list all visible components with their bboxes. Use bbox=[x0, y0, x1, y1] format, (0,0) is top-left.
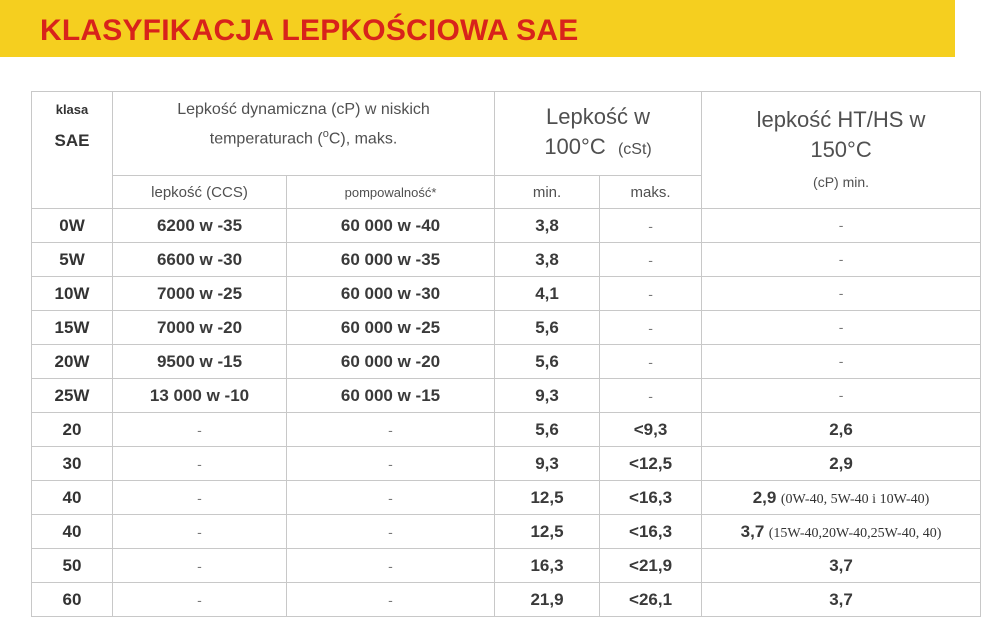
cell-pumpability: 60 000 w -35 bbox=[287, 243, 495, 277]
cell-pumpability: 60 000 w -15 bbox=[287, 379, 495, 413]
table-row bbox=[32, 277, 981, 311]
header-row-1 bbox=[32, 92, 981, 176]
hths-value: 2,6 bbox=[829, 419, 853, 439]
cell-sae-class: 25W bbox=[32, 379, 113, 413]
cell-kin-min: 4,1 bbox=[495, 277, 600, 311]
cell-sae-class: 60 bbox=[32, 583, 113, 617]
cell-pumpability: 60 000 w -25 bbox=[287, 311, 495, 345]
cell-sae-class: 30 bbox=[32, 447, 113, 481]
header-ht-line2: 150°C bbox=[810, 137, 872, 162]
cell-kin-max: <9,3 bbox=[600, 413, 702, 447]
cell-sae-class: 50 bbox=[32, 549, 113, 583]
table-row bbox=[32, 379, 981, 413]
cell-hths bbox=[702, 447, 981, 481]
header-dynamic-line1: Lepkość dynamiczna (cP) w niskich bbox=[177, 101, 430, 118]
header-kinematic-viscosity bbox=[495, 92, 702, 176]
cell-hths bbox=[702, 481, 981, 515]
cell-kin-min: 9,3 bbox=[495, 447, 600, 481]
cell-sae-class: 20 bbox=[32, 413, 113, 447]
subheader-min: min. bbox=[495, 176, 600, 209]
hths-value: - bbox=[838, 352, 844, 369]
cell-ccs: 7000 w -20 bbox=[113, 311, 287, 345]
hths-value: 3,7 bbox=[829, 589, 853, 609]
cell-ccs: 6200 w -35 bbox=[113, 209, 287, 243]
cell-kin-min: 12,5 bbox=[495, 481, 600, 515]
cell-kin-max: - bbox=[600, 243, 702, 277]
cell-kin-min: 3,8 bbox=[495, 209, 600, 243]
hths-value: - bbox=[838, 284, 844, 301]
cell-ccs: - bbox=[113, 413, 287, 447]
cell-sae-class: 40 bbox=[32, 515, 113, 549]
cell-kin-max: - bbox=[600, 345, 702, 379]
cell-sae-class: 40 bbox=[32, 481, 113, 515]
cell-kin-max: <21,9 bbox=[600, 549, 702, 583]
sae-viscosity-table bbox=[31, 91, 981, 617]
cell-sae-class: 20W bbox=[32, 345, 113, 379]
hths-value: - bbox=[838, 318, 844, 335]
cell-kin-max: - bbox=[600, 277, 702, 311]
table-row bbox=[32, 311, 981, 345]
cell-ccs: - bbox=[113, 515, 287, 549]
cell-hths bbox=[702, 277, 981, 311]
cell-sae-class: 0W bbox=[32, 209, 113, 243]
cell-pumpability: - bbox=[287, 447, 495, 481]
cell-kin-min: 3,8 bbox=[495, 243, 600, 277]
cell-pumpability: 60 000 w -40 bbox=[287, 209, 495, 243]
cell-kin-max: - bbox=[600, 209, 702, 243]
cell-pumpability: - bbox=[287, 515, 495, 549]
header-degree-sup: o bbox=[322, 128, 329, 140]
cell-kin-max: <16,3 bbox=[600, 481, 702, 515]
cell-pumpability: 60 000 w -30 bbox=[287, 277, 495, 311]
header-hths-viscosity bbox=[702, 92, 981, 209]
cell-hths bbox=[702, 583, 981, 617]
cell-hths bbox=[702, 345, 981, 379]
cell-kin-max: <16,3 bbox=[600, 515, 702, 549]
header-kin-line2: 100°C bbox=[544, 134, 606, 159]
hths-value: 3,7 bbox=[740, 521, 765, 541]
table-row bbox=[32, 481, 981, 515]
cell-hths bbox=[702, 515, 981, 549]
cell-sae-class: 5W bbox=[32, 243, 113, 277]
header-kin-unit: (cSt) bbox=[617, 141, 652, 158]
header-dynamic-line2b: C), maks. bbox=[328, 130, 398, 148]
header-sae-label: SAE bbox=[54, 131, 90, 150]
header-dynamic-viscosity bbox=[113, 92, 495, 176]
table-row bbox=[32, 345, 981, 379]
subheader-pumpability: pompowalność* bbox=[287, 176, 495, 209]
cell-hths bbox=[702, 209, 981, 243]
header-ht-line1: lepkość HT/HS w bbox=[756, 107, 926, 132]
hths-value: - bbox=[838, 386, 844, 403]
hths-value: - bbox=[838, 250, 844, 267]
cell-kin-min: 21,9 bbox=[495, 583, 600, 617]
cell-hths bbox=[702, 243, 981, 277]
hths-value: - bbox=[838, 216, 844, 233]
cell-kin-min: 12,5 bbox=[495, 515, 600, 549]
table-row bbox=[32, 549, 981, 583]
hths-note: (0W-40, 5W-40 i 10W-40) bbox=[780, 491, 930, 507]
cell-kin-max: <26,1 bbox=[600, 583, 702, 617]
cell-sae-class: 10W bbox=[32, 277, 113, 311]
cell-pumpability: - bbox=[287, 413, 495, 447]
cell-hths bbox=[702, 311, 981, 345]
table-row bbox=[32, 243, 981, 277]
cell-sae-class: 15W bbox=[32, 311, 113, 345]
cell-pumpability: - bbox=[287, 481, 495, 515]
header-ht-unit: (cP) min. bbox=[813, 174, 870, 190]
cell-kin-min: 5,6 bbox=[495, 311, 600, 345]
cell-kin-max: - bbox=[600, 379, 702, 413]
page-title: KLASYFIKACJA LEPKOŚCIOWA SAE bbox=[40, 14, 579, 47]
table-row bbox=[32, 447, 981, 481]
cell-kin-min: 5,6 bbox=[495, 345, 600, 379]
cell-ccs: - bbox=[113, 549, 287, 583]
table-row bbox=[32, 583, 981, 617]
cell-kin-min: 16,3 bbox=[495, 549, 600, 583]
subheader-ccs: lepkość (CCS) bbox=[113, 176, 287, 209]
cell-kin-min: 5,6 bbox=[495, 413, 600, 447]
cell-pumpability: - bbox=[287, 549, 495, 583]
cell-ccs: - bbox=[113, 447, 287, 481]
header-kin-line1: Lepkość w bbox=[546, 104, 650, 129]
cell-pumpability: - bbox=[287, 583, 495, 617]
subheader-max: maks. bbox=[600, 176, 702, 209]
title-banner bbox=[0, 0, 955, 57]
cell-kin-min: 9,3 bbox=[495, 379, 600, 413]
header-sae-class bbox=[32, 92, 113, 209]
cell-hths bbox=[702, 379, 981, 413]
table-row bbox=[32, 515, 981, 549]
cell-hths bbox=[702, 413, 981, 447]
cell-ccs: 6600 w -30 bbox=[113, 243, 287, 277]
hths-value: 3,7 bbox=[829, 555, 853, 575]
header-dynamic-line2a: temperaturach ( bbox=[209, 130, 323, 148]
cell-ccs: 7000 w -25 bbox=[113, 277, 287, 311]
cell-hths bbox=[702, 549, 981, 583]
hths-value: 2,9 bbox=[829, 453, 853, 473]
cell-kin-max: <12,5 bbox=[600, 447, 702, 481]
cell-ccs: 9500 w -15 bbox=[113, 345, 287, 379]
cell-ccs: - bbox=[113, 481, 287, 515]
cell-kin-max: - bbox=[600, 311, 702, 345]
table-row bbox=[32, 209, 981, 243]
cell-pumpability: 60 000 w -20 bbox=[287, 345, 495, 379]
cell-ccs: 13 000 w -10 bbox=[113, 379, 287, 413]
cell-ccs: - bbox=[113, 583, 287, 617]
table-row bbox=[32, 413, 981, 447]
header-klasa-label: klasa bbox=[55, 102, 89, 117]
hths-value: 2,9 bbox=[752, 487, 777, 507]
hths-note: (15W-40,20W-40,25W-40, 40) bbox=[768, 525, 942, 541]
